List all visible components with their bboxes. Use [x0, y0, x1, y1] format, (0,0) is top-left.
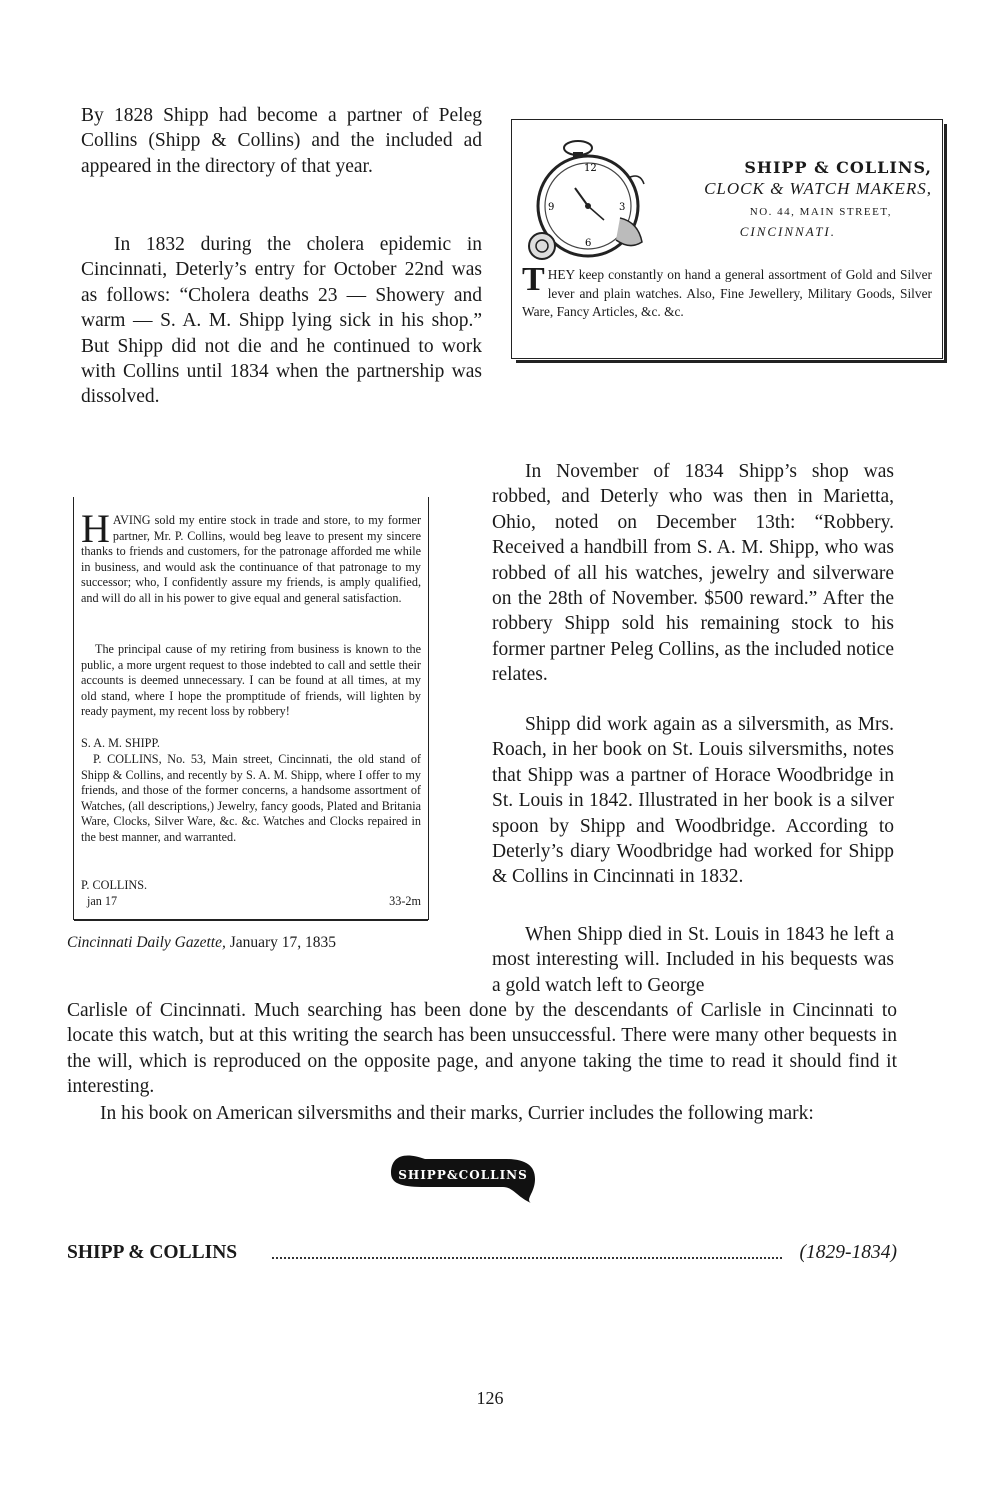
- ad-body: [522, 261, 932, 322]
- pocket-watch-icon: [520, 138, 680, 266]
- dial-numeral: 6: [585, 238, 592, 249]
- ad-drop-cap: T: [522, 261, 545, 298]
- notice-paragraph-2: The principal cause of my retiring from business is known to the public, a more urgent request to those indebted to call and settle their accounts is deemed unnecessary. I can be found at all times, at my old stand, where I hope the promptitude of friends, will lighten by ready payment, my recent loss by robbery!: [81, 642, 421, 719]
- notice-signature-shipp: S. A. M. SHIPP.: [81, 736, 160, 750]
- mark-text: SHIPP&COLLINS: [398, 1168, 528, 1182]
- paragraph-will-continued: Carlisle of Cincinnati. Much searching has been done by the descendants of Carlisle in Cincinnati to locate this watch, but at this writing the search has been unsuccessful. There were many other bequests in the will, which is reproduced on the opposite page, and anyone taking the time to read it should find it interesting.: [67, 1000, 897, 1098]
- page-number: 126: [476, 1388, 504, 1408]
- caption-date: January 17, 1835: [225, 934, 337, 951]
- notice-text-1: AVING sold my entire stock in trade and store, to my former partner, Mr. P. Collins, would beg leave to present my sincere thanks to friends and customers, for the patronage afforded me while in business, and would ask the continuance of that patronage to my successor; who, I confidently assure my friends, is amply qualified, and will do all in his power to give equal and general satisfaction.: [81, 513, 421, 605]
- notice-drop-cap: H: [81, 506, 110, 551]
- ad-business-name: SHIPP & COLLINS,: [744, 158, 932, 177]
- ad-city: CINCINNATI.: [739, 224, 836, 239]
- notice-caption: [67, 933, 336, 953]
- notice-paragraph-1: [81, 506, 421, 607]
- entry-dates: (1829-1834): [796, 1240, 897, 1266]
- notice-paragraph-3: P. COLLINS, No. 53, Main street, Cincinnati, the old stand of Shipp & Collins, and recently by S. A. M. Shipp, where I offer to my friends, and those of the former concerns, a handsome assortment of Watches, (all descriptions,) Jewelry, fancy goods, Plated and Britania Ware, Clocks, Silver Ware, &c. &c. Watches and Clocks repaired in the best manner, and warranted.: [81, 752, 421, 844]
- entry-name: SHIPP & COLLINS: [67, 1240, 241, 1266]
- notice-signature-collins: P. COLLINS.: [81, 878, 148, 892]
- shipp-collins-advertisement: [511, 119, 943, 359]
- paragraph-cholera: In 1832 during the cholera epidemic in Cincinnati, Deterly’s entry for October 22nd was as follows: “Cholera deaths 23 — Showery and warm — S. A. M. Shipp lying sick in his shop.” But Shipp did not die and he continued to work with Collins until 1834 when the partnership was dissolved.: [81, 234, 482, 408]
- paragraph-partnership: By 1828 Shipp had become a partner of Peleg Collins (Shipp & Collins) and the included ad appeared in the directory of that year.: [81, 105, 482, 177]
- notice-bottom-rule: [74, 919, 428, 921]
- ad-body-text: HEY keep constantly on hand a general assortment of Gold and Silver lever and plain watches. Also, Fine Jewellery, Military Goods, Silver Ware, Fancy Articles, &c. &c.: [522, 267, 932, 319]
- paragraph-woodbridge: Shipp did work again as a silversmith, as Mrs. Roach, in her book on St. Louis silversmiths, notes that Shipp was a partner of Horace Woodbridge in St. Louis in 1842. Illustrated in her book is a silver spoon by Shipp and Woodbridge. According to Deterly’s diary Woodbridge had worked for Shipp & Collins in Cincinnati in 1832.: [492, 714, 894, 888]
- notice-reference: 33-2m: [389, 894, 421, 908]
- leader-dots: [272, 1257, 782, 1259]
- ad-border-shadow-bottom: [516, 360, 946, 363]
- makers-mark-image: [385, 1143, 545, 1203]
- newspaper-notice: [73, 497, 429, 920]
- notice-date: jan 17: [87, 894, 118, 908]
- paragraph-will-start: When Shipp died in St. Louis in 1843 he left a most interesting will. Included in his bequests was a gold watch left to George: [492, 924, 894, 996]
- dial-numeral: 9: [548, 202, 555, 213]
- silversmith-entry: [67, 1240, 897, 1266]
- dial-numeral: 3: [619, 202, 626, 213]
- paragraph-currier-mark: In his book on American silversmiths and their marks, Currier includes the following mark:: [100, 1103, 814, 1124]
- caption-source: Cincinnati Daily Gazette,: [67, 934, 226, 951]
- ad-border-shadow-right: [944, 124, 947, 363]
- dial-numeral: 12: [584, 163, 597, 174]
- ad-address: NO. 44, MAIN STREET,: [749, 206, 892, 218]
- ad-trade: CLOCK & WATCH MAKERS,: [704, 179, 932, 198]
- paragraph-robbery: In November of 1834 Shipp’s shop was robbed, and Deterly who was then in Marietta, Ohio, noted on December 13th: “Robbery. Received a handbill from S. A. M. Shipp, who was robbed of all his watches, jewelry and silverware on the 28th of November. $500 reward.” After the robbery Shipp sold his remaining stock to his former partner Peleg Collins, as the included notice relates.: [492, 461, 894, 686]
